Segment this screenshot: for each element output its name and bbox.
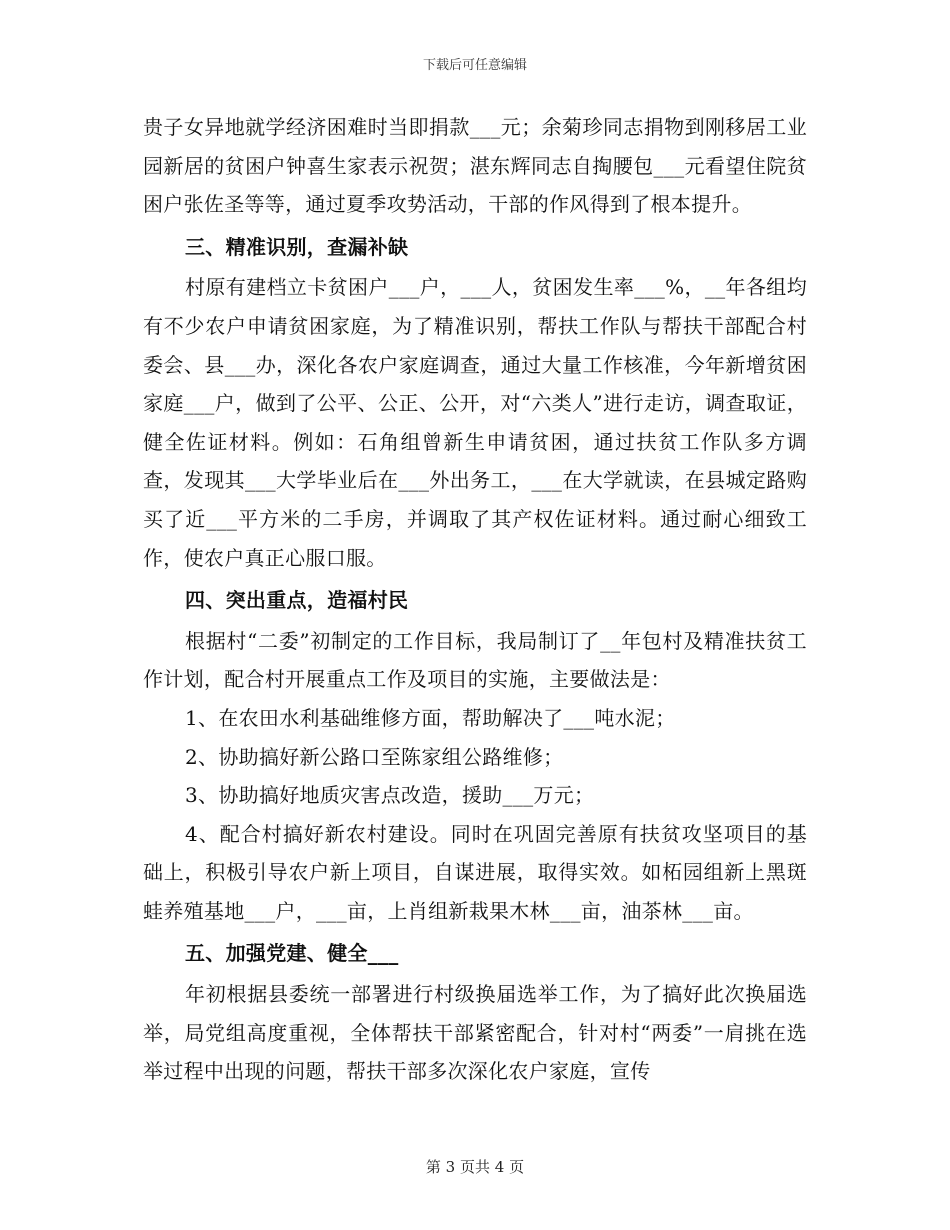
list-item-3: 3、协助搞好地质灾害点改造，援助___万元； xyxy=(185,783,595,808)
paragraph-continued: 贵子女异地就学经济困难时当即捐款___元；余菊珍同志捐物到刚移居工业园新居的贫困户钟喜生家表示祝贺；湛东辉同志自掏腰包___元看望住院贫困户张佐圣等等，通过夏季攻势活动，干部的作风得到了根本提升。 xyxy=(143,115,807,217)
list-item-2: 2、协助搞好新公路口至陈家组公路维修； xyxy=(185,744,564,769)
section-heading-4: 四、突出重点，造福村民 xyxy=(185,588,409,613)
paragraph-work-plan: 根据村“二委”初制定的工作目标，我局制订了__年包村及精准扶贫工作计划，配合村开展重点工作及项目的实施，主要做法是： xyxy=(143,628,807,692)
list-item-4: 4、配合村搞好新农村建设。同时在巩固完善原有扶贫攻坚项目的基础上，积极引导农户新上项目，自谋进展，取得实效。如柘园组新上黑斑蛙养殖基地___户，___亩，上肖组新栽果木林___亩，油茶林___亩。 xyxy=(143,821,807,923)
document-body xyxy=(143,108,807,1091)
section-heading-5: 五、加强党建、健全___ xyxy=(185,941,399,966)
page-header-note: 下载后可任意编辑 xyxy=(422,58,527,73)
list-item-1: 1、在农田水利基础维修方面，帮助解决了___吨水泥； xyxy=(185,705,676,730)
page-number-footer: 第 3 页共 4 页 xyxy=(425,1158,525,1176)
paragraph-election: 年初根据县委统一部署进行村级换届选举工作，为了搞好此次换届选举，局党组高度重视，全体帮扶干部紧密配合，针对村“两委”一肩挑在选举过程中出现的问题，帮扶干部多次深化农户家庭，宣传 xyxy=(143,982,807,1084)
paragraph-precise-identification: 村原有建档立卡贫困户___户，___人，贫困发生率___%，__年各组均有不少农户申请贫困家庭，为了精准识别，帮扶工作队与帮扶干部配合村委会、县___办，深化各农户家庭调查，通过大量工作核准，今年新增贫困家庭___户，做到了公平、公正、公开，对“六类人”进行走访，调查取证，健全佐证材料。例如：石角组曾新生申请贫困，通过扶贫工作队多方调查，发现其___大学毕业后在___外出务工，___在大学就读，在县城定路购买了近___平方米的二手房，并调取了其产权佐证材料。通过耐心细致工作，使农户真正心服口服。 xyxy=(143,275,807,570)
section-heading-3: 三、精准识别，查漏补缺 xyxy=(185,234,409,259)
